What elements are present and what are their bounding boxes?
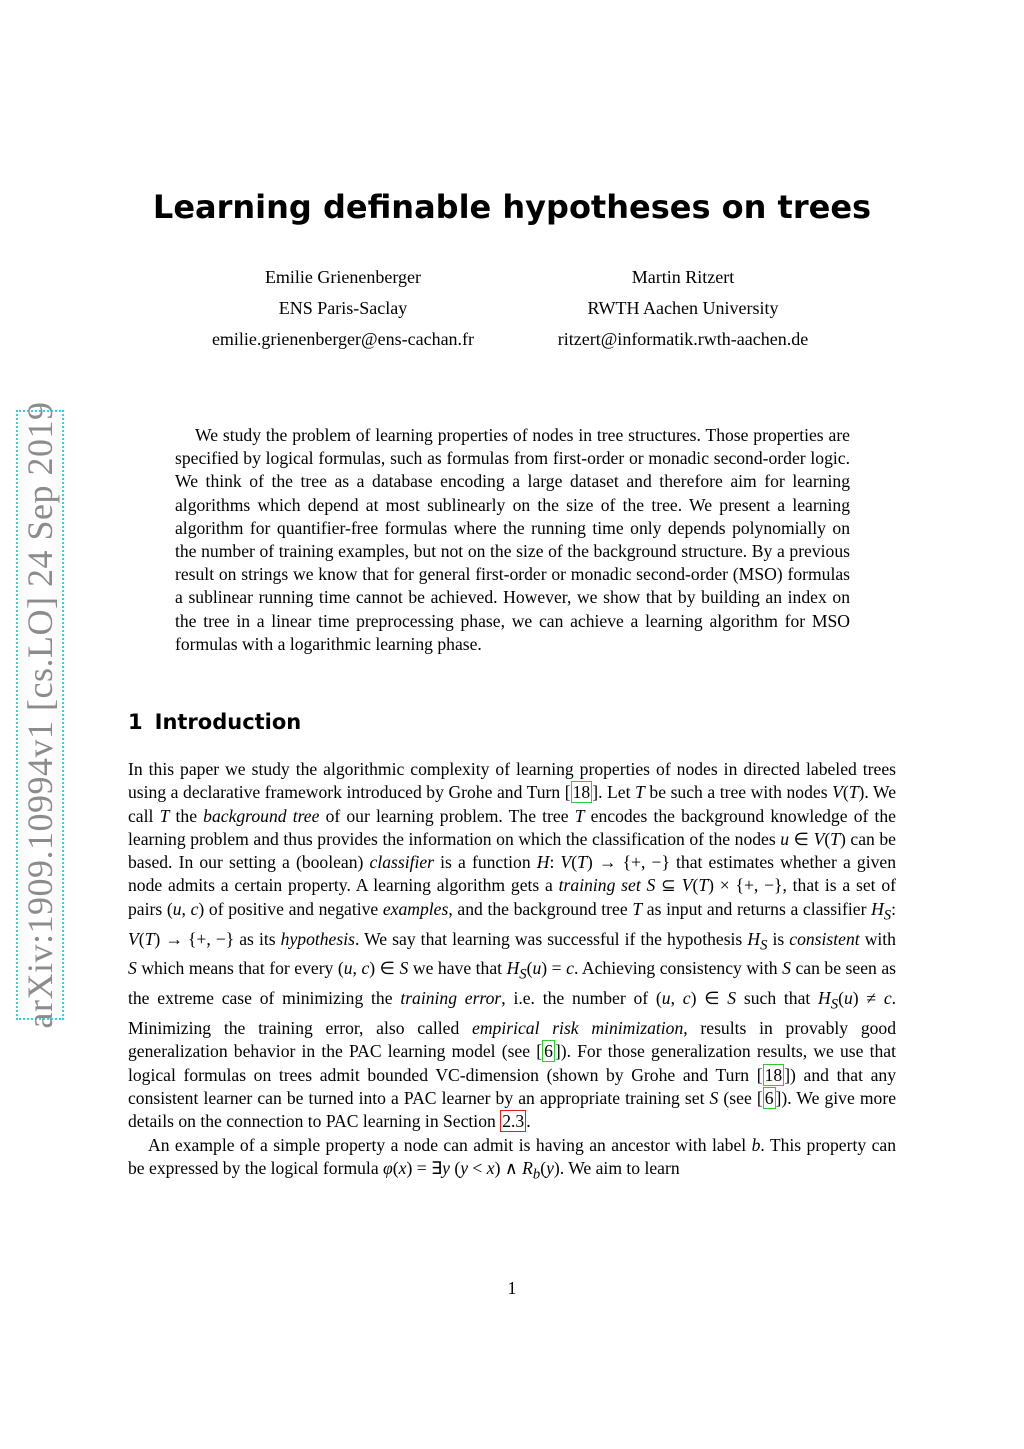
section-link[interactable]: 2.3 (502, 1111, 525, 1132)
page-number: 1 (507, 1278, 517, 1298)
author-name: Emilie Grienenberger (264, 267, 422, 287)
section-heading (128, 710, 301, 734)
citation-link[interactable]: 18 (572, 782, 591, 803)
citation-link[interactable]: 6 (544, 1041, 553, 1062)
author-affiliation: ENS Paris-Saclay (278, 298, 408, 318)
section-number: 1 (128, 710, 143, 734)
citation-link[interactable]: 18 (764, 1064, 783, 1085)
arxiv-id: arXiv:1909.10994v1 [cs.LO] 24 Sep 2019 (20, 401, 60, 1029)
author-block (153, 262, 533, 355)
abstract: We study the problem of learning properties of nodes in tree structures. Those properties are specified by logical formulas, such as formulas from first-order or monadic second-order logic. We think of the tree as a database encoding a large dataset and therefore aim for learning algorithms which depend at most sublinearly on the size of the tree. We present a learning algorithm for quantifier-free formulas where the running time only depends polynomially on the number of training examples, but not on the size of the background structure. By a previous result on strings we know that for general first-order or monadic second-order (MSO) formulas a sublinear running time cannot be achieved. However, we show that by building an index on the tree in a linear time preprocessing phase, we can achieve a learning algorithm for MSO formulas with a logarithmic learning phase. (175, 425, 850, 654)
paper-title: Learning definable hypotheses on trees (152, 188, 872, 226)
paragraph: An example of a simple property a node can admit is having an ancestor with label b. This property can be expressed by the logical formula φ(x) = ∃y (y < x) ∧ $R_b(y)$. We aim to learn (128, 1134, 896, 1183)
author-email: emilie.grienenberger@ens-cachan.fr (211, 329, 475, 349)
citation-link[interactable]: 6 (764, 1087, 774, 1108)
paragraph: In this paper we study the algorithmic complexity of learning properties of nodes in directed labeled trees using a declarative framework introduced by Grohe and Turn [ 18 ]. Let T be such a tree with nodes V(T). We call T the background tree of our learning problem. The tree T encodes the background knowledge of the learning problem and thus provides the information on which the classification of the nodes u ∈ V(T) can be based. In our setting a (boolean) classifier is a function H: V(T) → {+, −} that estimates whether a given node admits a certain property. A learning algorithm gets a training set S ⊆ V(T) × {+, −}, that is a set of pairs (u, c) of positive and negative examples, and the background tree T as input and returns a classifier $H_S$: V(T) → {+, −} as its hypothesis. We say that learning was successful if the hypothesis $H_S$ is consistent with S which means that for every (u, c) ∈ S we have that $H_S(u) = c$. Achieving consistency with S can be seen as the extreme case of minimizing the training error, i.e. the number of (u, c) ∈ S such that $H_S(u) \ne c$. Minimizing the training error, also called empirical risk minimization, results in provably good generalization behavior in the PAC learning model (see [ 6 ]). For those generalization results, we use that logical formulas on trees admit bounded VC-dimension (shown by Grohe and Turn [ 18 ]) and that any consistent learner can be turned into a PAC learner by an appropriate training set S (see [ 6 ]). We give more details on the connection to PAC learning in Section 2.3 . (128, 759, 897, 1132)
author-email: ritzert@informatik.rwth-aachen.de (557, 329, 809, 349)
author-affiliation: RWTH Aachen University (587, 298, 779, 318)
section-title: Introduction (154, 710, 302, 734)
body-text (128, 758, 896, 1187)
author-name: Martin Ritzert (631, 267, 735, 287)
arxiv-stamp (16, 401, 64, 1029)
author-block (493, 262, 873, 355)
